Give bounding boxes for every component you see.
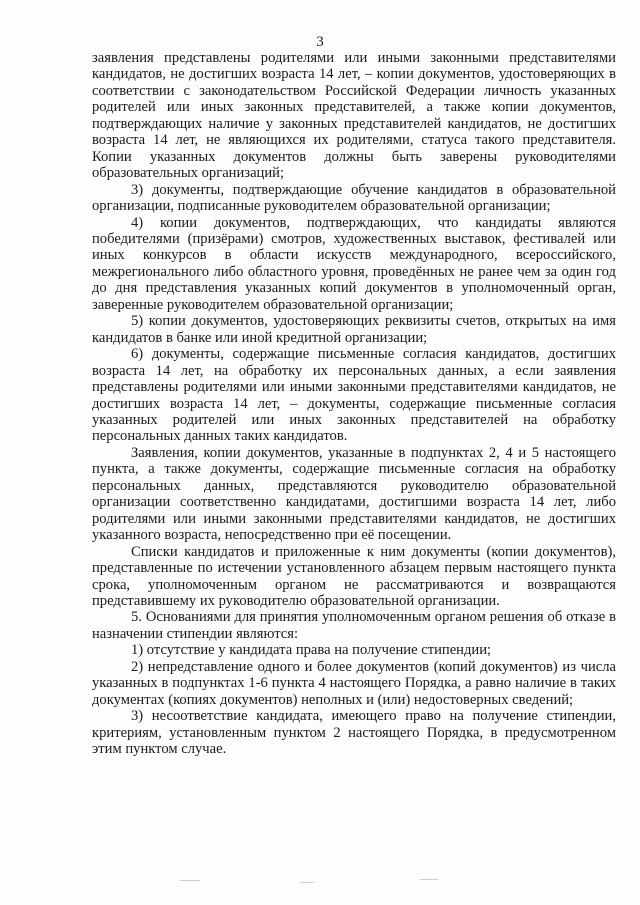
page-number: 3	[316, 34, 324, 50]
paragraph-submission-rules: Заявления, копии документов, указанные в подпунктах 2, 4 и 5 настоящего пункта, а также документы, содержащие письменные согласия на обработку персональных данных, представляются руководителю образовательной организации соответственно кандидатами, достигшими возраста 14 лет, либо родителями или иными законными представителями кандидатов, не достигших указанного возраста, непосредственно при её посещении.	[92, 444, 616, 544]
paragraph-section-5: 5. Основаниями для принятия уполномоченным органом решения об отказе в назначении стипендии являются:	[92, 609, 616, 642]
scan-artifact-line	[420, 879, 438, 880]
paragraph-ground-1: 1) отсутствие у кандидата права на получение стипендии;	[131, 642, 492, 659]
paragraph-item-5: 5) копии документов, удостоверяющих реквизиты счетов, открытых на имя кандидатов в банке или иной кредитной организации;	[92, 313, 616, 346]
paragraph-continuation: заявления представлены родителями или иными законными представителями кандидатов, не достигших возраста 14 лет, – копии документов, удостоверяющих в соответствии с законодательством Российской Федерации личность указанных родителей или иных законных представителей, а также копии документов, подтверждающих наличие у законных представителей кандидатов, не достигших возраста 14 лет, не являющихся их родителями, статуса такого представителя. Копии указанных документов должны быть заверены руководителями образовательных организаций;	[92, 50, 616, 182]
scan-artifact-line	[180, 880, 200, 881]
paragraph-late-lists: Списки кандидатов и приложенные к ним документы (копии документов), представленные по истечении установленного абзацем первым настоящего пункта срока, уполномоченным органом не рассматриваются и возвращаются представившему их руководителю образовательной организации.	[92, 543, 616, 609]
document-body	[92, 50, 616, 757]
scan-artifact-line	[300, 882, 314, 883]
paragraph-ground-2: 2) непредставление одного и более документов (копий документов) из числа указанных в подпунктах 1-6 пункта 4 настоящего Порядка, а равно наличие в таких документах (копиях документов) неполных и (или) недостоверных сведений;	[92, 658, 616, 708]
paragraph-item-3: 3) документы, подтверждающие обучение кандидатов в образовательной организации, подписанные руководителем образовательной организации;	[92, 181, 616, 215]
paragraph-item-6: 6) документы, содержащие письменные согласия кандидатов, достигших возраста 14 лет, на обработку их персональных данных, а если заявления представлены родителями или иными законными представителями кандидатов, не достигших возраста 14 лет, – документы, содержащие письменные согласия указанных родителей или иных законных представителей на обработку персональных данных таких кандидатов.	[92, 346, 616, 445]
paragraph-item-4: 4) копии документов, подтверждающих, что кандидаты являются победителями (призёрами) смотров, художественных выставок, фестивалей или иных конкурсов в области искусств международного, всероссийского, межрегионального либо областного уровня, проведённых не ранее чем за один год до дня представления указанных копий документов в уполномоченный орган, заверенные руководителем образовательной организации;	[92, 214, 616, 313]
paragraph-ground-3: 3) несоответствие кандидата, имеющего право на получение стипендии, критериям, установленным пунктом 2 настоящего Порядка, в предусмотренном этим пунктом случае.	[92, 708, 616, 758]
